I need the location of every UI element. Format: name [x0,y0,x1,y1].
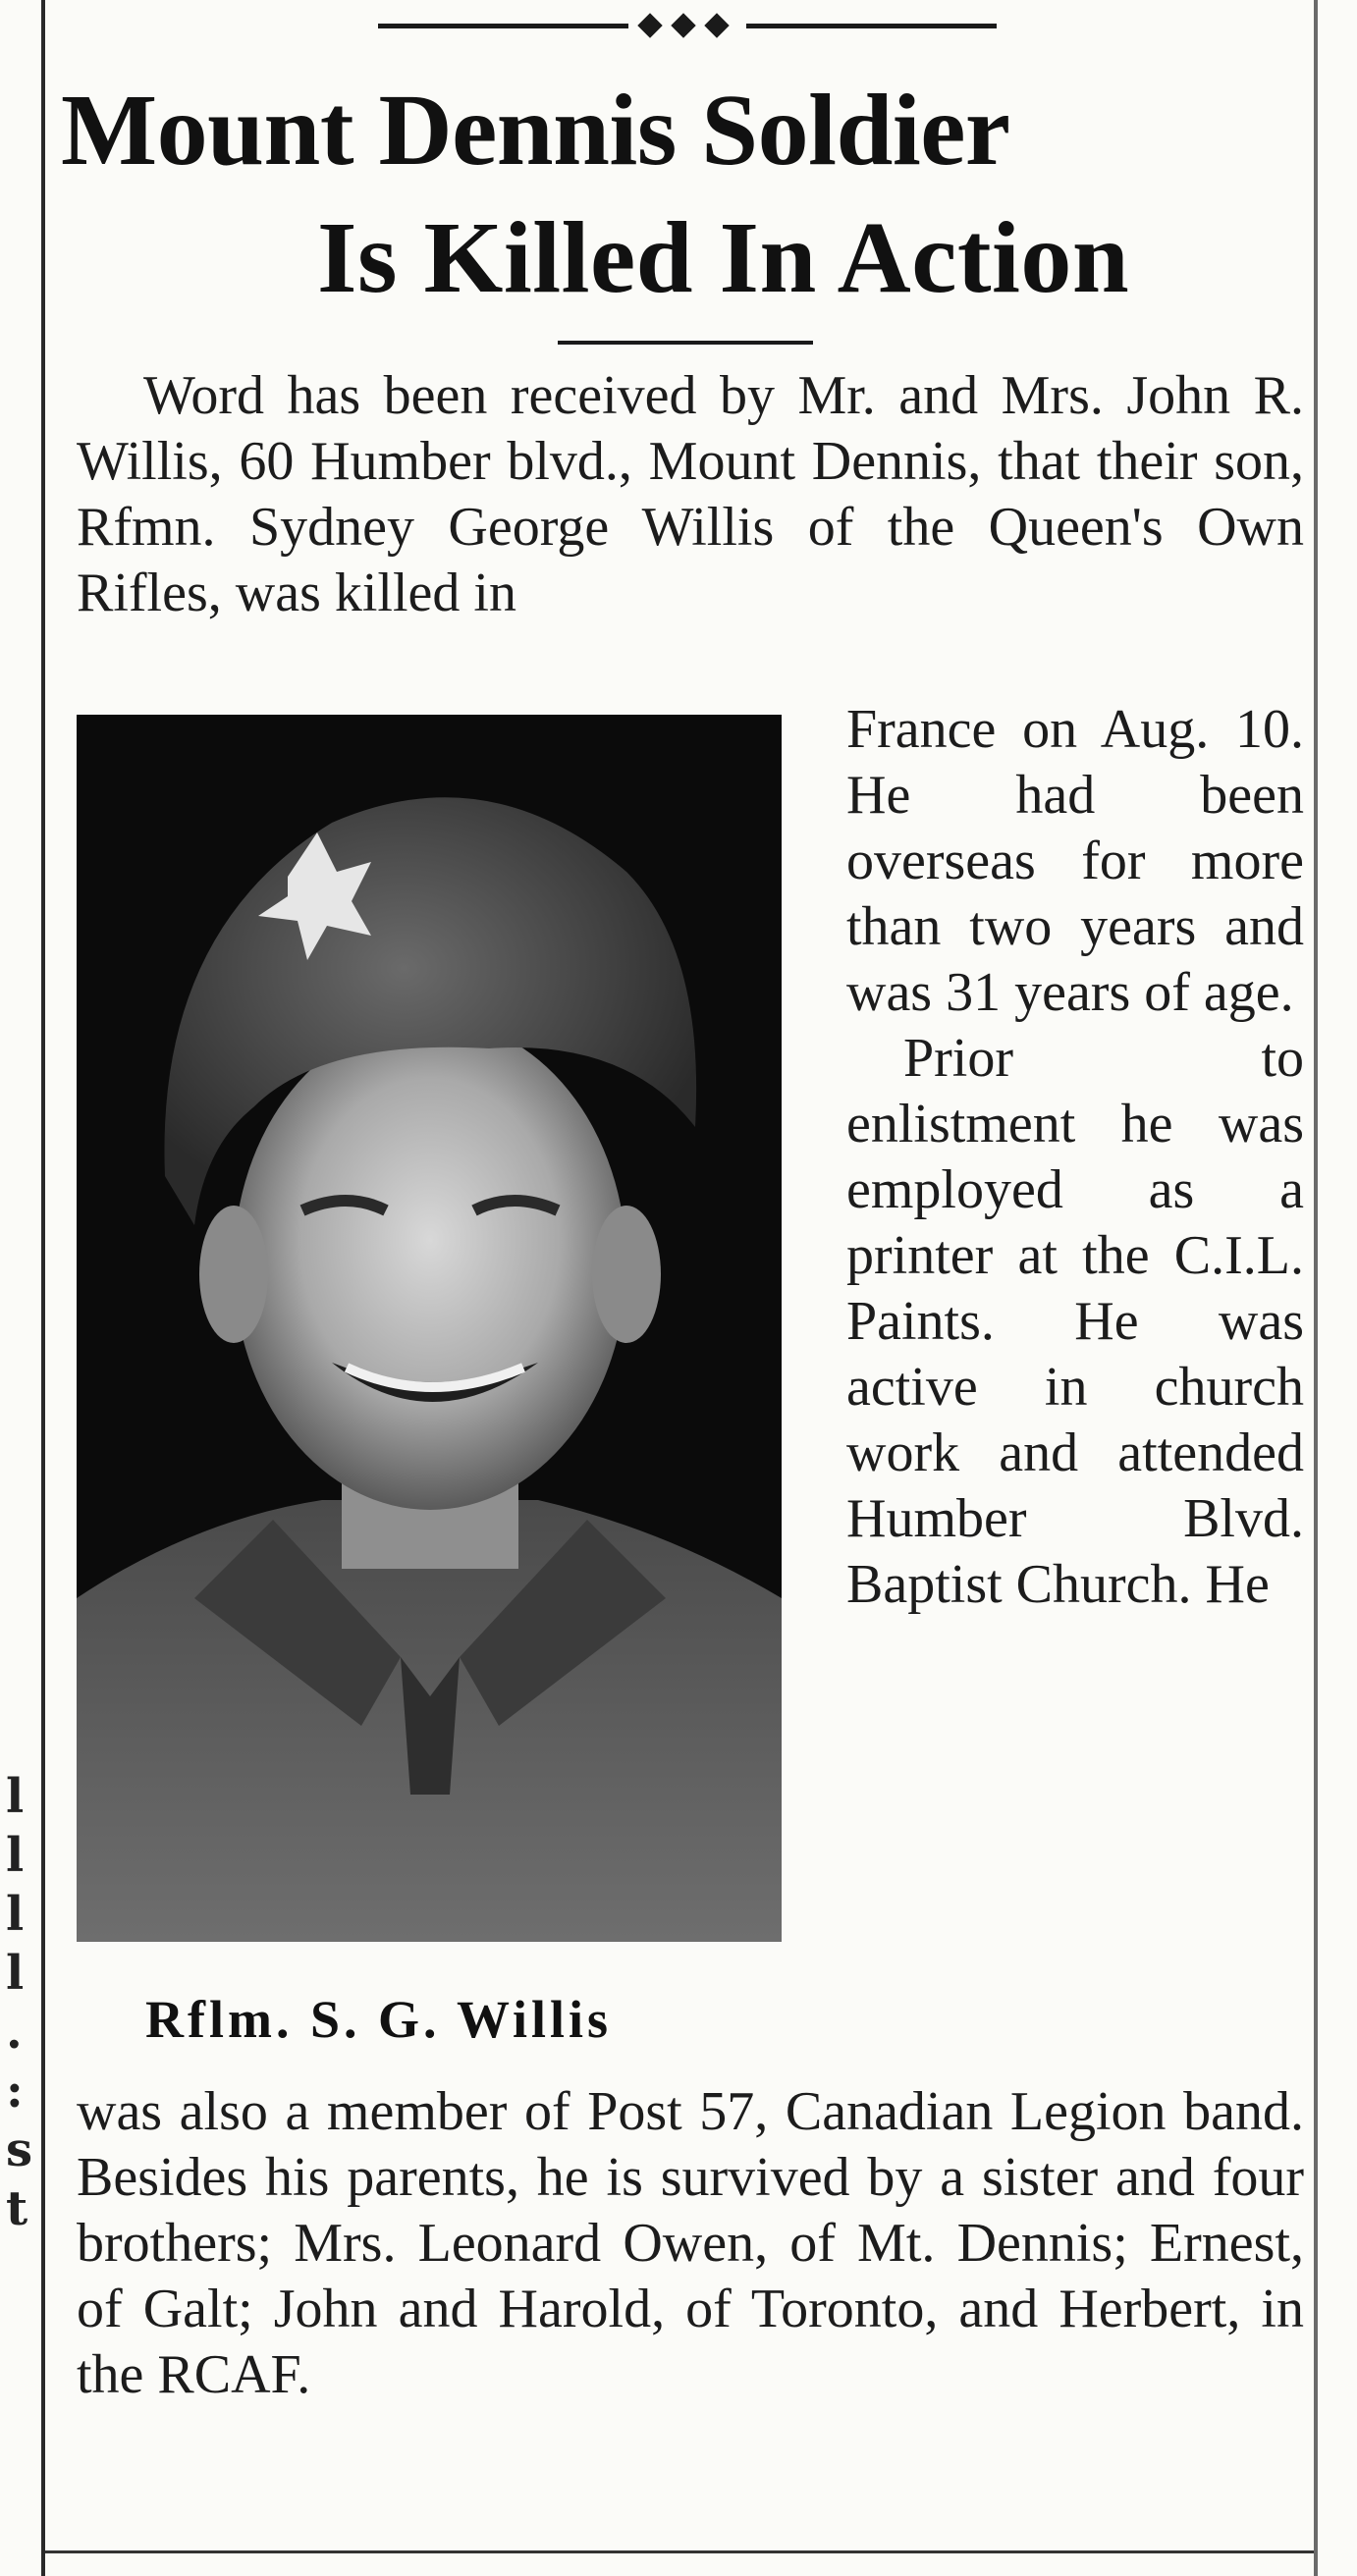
margin-mark: : [6,2064,24,2119]
photo-caption: Rflm. S. G. Willis [145,1990,613,2049]
side-paragraph-1: France on Aug. 10. He had been overseas for more than two years and was 31 years of age. [846,699,1304,1023]
soldier-portrait-image [77,715,782,1942]
headline-line-2: Is Killed In Action [317,201,1130,314]
column-rule-left [41,0,45,2576]
headline-line-1: Mount Dennis Soldier [61,74,1010,187]
margin-mark: . [6,2005,23,2060]
margin-mark: l [6,1946,25,2001]
ornament-divider [378,14,997,37]
margin-mark: t [6,2181,28,2236]
bottom-rule [45,2550,1314,2553]
headline-rule [558,341,813,345]
soldier-photo [77,715,782,1942]
margin-mark: l [6,1828,25,1883]
side-column [846,697,1304,1618]
column-rule-right [1314,0,1318,2576]
closing-paragraph: was also a member of Post 57, Canadian Legion band. Besides his parents, he is survived by a sister and four brothers; Mrs. Leonard Owen, of Mt. Dennis; Ernest, of Galt; John and Harold, of Toronto, and Herbert, in the RCAF. [77,2081,1304,2405]
margin-mark: s [6,2122,33,2177]
lead-paragraph: Word has been received by Mr. and Mrs. John R. Willis, 60 Humber blvd., Mount Dennis, that their son, Rfmn. Sydney George Willis of the Queen's Own Rifles, was killed in [77,365,1304,623]
margin-mark: l [6,1769,25,1824]
side-paragraph-2: Prior to enlistment he was employed as a printer at the C.I.L. Paints. He was active in church work and attended Humber Blvd. Baptist Church. He [846,1028,1304,1615]
margin-mark: l [6,1887,25,1942]
margin-marks [6,1767,35,2238]
